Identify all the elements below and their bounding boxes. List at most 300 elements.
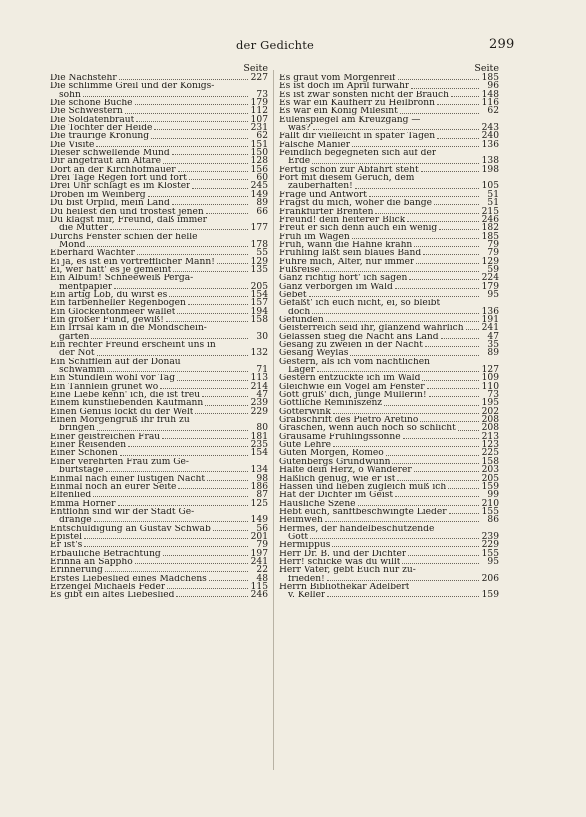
entry-title: Gelassen stieg die Nacht ans Land — [279, 332, 439, 341]
entry-page-number: 89 — [487, 348, 499, 359]
dot-leader — [167, 585, 248, 589]
entry-page-number: 154 — [250, 289, 268, 300]
index-entry — [279, 274, 499, 282]
dot-leader — [423, 251, 479, 255]
entry-title: doch — [288, 307, 311, 316]
entry-title: Ganz verborgen im Wald — [279, 282, 393, 291]
index-entry — [50, 466, 268, 474]
entry-page-number: 154 — [250, 448, 268, 459]
entry-page-number: 107 — [250, 114, 268, 125]
entry-page-number: 113 — [250, 373, 268, 384]
entry-title: Feindlich begegneten sich auf der — [279, 149, 437, 158]
entry-page-number: 136 — [481, 306, 499, 317]
index-entry — [50, 508, 268, 516]
entry-title: Einmal noch an eurer Seite — [50, 482, 177, 492]
dot-leader — [397, 477, 479, 481]
index-entry — [50, 324, 268, 332]
index-entry — [50, 591, 268, 599]
entry-title: Ein farbenheller Regenbogen — [50, 299, 186, 308]
entry-page-number: 155 — [481, 548, 499, 559]
dot-leader — [107, 368, 248, 372]
entry-title: Freund! dein heiterer Blick — [279, 215, 406, 225]
entry-title: Die schlimme Greil und der Königs- — [50, 82, 215, 91]
entry-page-number: 109 — [481, 373, 499, 384]
entry-title: Emma Horner — [50, 499, 116, 508]
entry-title: Ganz richtig hört' ich sagen — [279, 274, 408, 283]
entry-title: Häusliche Szene — [279, 499, 356, 508]
index-entry — [279, 591, 499, 599]
entry-page-number: 177 — [250, 223, 268, 234]
index-entry — [279, 466, 499, 474]
index-entry — [50, 583, 268, 591]
entry-title: Führe mich, Alter, nur immer — [279, 257, 415, 266]
dot-leader — [448, 485, 479, 489]
index-entry — [279, 199, 499, 207]
entry-title: Gesang zu zweien in der Nacht — [279, 341, 423, 350]
entry-page-number: 208 — [481, 423, 499, 434]
entry-title: Die Visite — [50, 140, 95, 150]
dot-leader — [414, 468, 479, 472]
entry-title: Gesang Weylas — [279, 349, 349, 358]
index-entry — [50, 99, 268, 107]
entry-title: Die Schwestern — [50, 107, 123, 116]
index-entry — [50, 383, 268, 391]
index-entry — [279, 533, 499, 541]
dot-leader — [352, 143, 479, 147]
index-entry — [50, 182, 268, 190]
column-header-seite: Seite — [474, 63, 499, 74]
index-entry — [279, 91, 499, 99]
index-entry — [279, 166, 499, 174]
entry-page-number: 210 — [481, 498, 499, 509]
dot-leader — [91, 335, 248, 339]
entry-title: Götterwink — [279, 407, 331, 417]
dot-leader — [169, 293, 248, 297]
entry-title: Es war ein König Milesint — [279, 107, 398, 116]
index-entry — [279, 424, 499, 432]
entry-title: Die Nächstehr — [50, 74, 117, 83]
index-entry — [279, 283, 499, 291]
entry-title: Gott grüß' dich, junge Müllerin! — [279, 391, 427, 400]
entry-page-number: 51 — [487, 198, 499, 209]
index-entry — [50, 91, 268, 99]
entry-page-number: 95 — [487, 556, 499, 567]
index-entry — [279, 550, 499, 558]
entry-title: Ein großer Fund, gewiß! — [50, 315, 164, 325]
dot-leader — [160, 385, 248, 389]
entry-page-number: 206 — [481, 573, 499, 584]
entry-page-number: 195 — [481, 398, 499, 409]
dot-leader — [148, 193, 248, 197]
dot-leader — [395, 493, 479, 497]
entry-page-number: 182 — [481, 223, 499, 234]
dot-leader — [84, 543, 248, 547]
entry-title: Er ist's — [50, 541, 83, 550]
index-entry — [50, 299, 268, 307]
index-entry — [279, 266, 499, 274]
dot-leader — [151, 135, 248, 139]
dot-leader — [313, 126, 479, 130]
entry-page-number: 98 — [256, 473, 268, 484]
index-entry — [279, 358, 499, 366]
entry-page-number: 56 — [256, 523, 268, 534]
entry-title: Grabschrift des Pietro Aretino — [279, 416, 419, 425]
index-entry — [50, 258, 268, 266]
entry-title: sohn — [59, 90, 81, 100]
dot-leader — [327, 593, 479, 597]
entry-page-number: 198 — [481, 164, 499, 175]
entry-page-number: 62 — [256, 131, 268, 142]
index-entry — [279, 174, 499, 182]
entry-title: Herr! schicke was du willt — [279, 557, 401, 567]
index-entry — [50, 358, 268, 366]
entry-title: Eberhard Wächter — [50, 249, 135, 258]
index-entry — [279, 191, 499, 199]
index-entry — [279, 233, 499, 241]
dot-leader — [466, 326, 479, 330]
dot-leader — [96, 143, 248, 147]
entry-title: Entflohn sind wir der Stadt Ge- — [50, 507, 195, 517]
index-entry — [50, 283, 268, 291]
dot-leader — [128, 443, 248, 447]
dot-leader — [119, 76, 248, 80]
index-entry — [279, 299, 499, 307]
dot-leader — [310, 535, 479, 539]
entry-title: Es gibt ein altes Liebeslied — [50, 591, 175, 600]
index-entry — [279, 391, 499, 399]
index-entry — [50, 424, 268, 432]
dot-leader — [120, 452, 248, 456]
dot-leader — [420, 418, 479, 422]
index-entry — [50, 224, 268, 232]
entry-page-number: 243 — [481, 123, 499, 134]
entry-title: Dort an der Kirchhofmauer — [50, 165, 176, 175]
dot-leader — [414, 243, 479, 247]
entry-title: Fällt dir vielleicht in später Tagen — [279, 132, 436, 141]
entry-title: Drei Uhr schlägt es im Kloster — [50, 182, 191, 191]
dot-leader — [352, 235, 479, 239]
index-entry — [279, 324, 499, 332]
entry-page-number: 239 — [250, 398, 268, 409]
entry-title: Gestern entzückte ich im Wald — [279, 374, 421, 383]
entry-title: der Not — [59, 349, 95, 358]
dot-leader — [93, 493, 248, 497]
entry-page-number: 128 — [250, 156, 268, 167]
index-entry — [50, 575, 268, 583]
entry-page-number: 138 — [481, 156, 499, 167]
index-entry — [50, 550, 268, 558]
entry-title: Gott — [288, 532, 309, 542]
entry-title: Ein artig Lob, du wirst es — [50, 290, 168, 300]
index-entry — [279, 491, 499, 499]
dot-leader — [384, 402, 479, 406]
index-entry — [279, 149, 499, 157]
dot-leader — [97, 427, 248, 431]
dot-leader — [439, 226, 479, 230]
entry-title: bringen — [59, 424, 95, 433]
dot-leader — [409, 276, 479, 280]
index-entry — [50, 124, 268, 132]
index-entry — [279, 349, 499, 357]
entry-title: Ei, wer hätt' es je gemeint — [50, 265, 172, 275]
entry-page-number: 48 — [256, 573, 268, 584]
index-entry — [279, 374, 499, 382]
entry-page-number: 59 — [487, 264, 499, 275]
entry-title: Frage und Antwort — [279, 190, 367, 200]
entry-title: Einer Schönen — [50, 449, 118, 458]
entry-page-number: 66 — [256, 206, 268, 217]
entry-page-number: 215 — [481, 206, 499, 217]
index-entry — [50, 249, 268, 257]
entry-title: Lager — [288, 366, 316, 375]
dot-leader — [449, 510, 479, 514]
entry-page-number: 129 — [481, 256, 499, 267]
entry-title: Gräschen, wenn auch noch so schlicht — [279, 424, 456, 433]
dot-leader — [403, 435, 479, 439]
entry-page-number: 155 — [481, 506, 499, 517]
index-entry — [50, 191, 268, 199]
entry-page-number: 197 — [250, 548, 268, 559]
dot-leader — [309, 293, 479, 297]
entry-page-number: 96 — [487, 81, 499, 92]
entry-title: Ein rechter Freund erscheint uns in — [50, 341, 216, 350]
index-entry — [50, 166, 268, 174]
entry-page-number: 205 — [481, 473, 499, 484]
dot-leader — [106, 468, 248, 472]
index-entry — [50, 416, 268, 424]
column-divider — [273, 70, 274, 770]
entry-title: Erde — [288, 157, 311, 166]
entry-title: Entschuldigung an Gustav Schwab — [50, 524, 211, 533]
entry-title: Einen Morgengruß ihr früh zu — [50, 416, 190, 425]
index-list-left — [50, 74, 268, 600]
entry-page-number: 201 — [250, 531, 268, 542]
entry-page-number: 191 — [481, 314, 499, 325]
index-entry — [50, 82, 268, 90]
index-entry — [279, 525, 499, 533]
entry-title: Falsche Manier — [279, 140, 351, 150]
entry-title: Mond — [59, 240, 86, 250]
entry-page-number: 225 — [481, 448, 499, 459]
index-entry — [50, 491, 268, 499]
index-entry — [279, 399, 499, 407]
entry-title: burtstage — [59, 466, 104, 475]
entry-page-number: 179 — [250, 98, 268, 109]
dot-leader — [135, 101, 248, 105]
index-entry — [50, 333, 268, 341]
dot-leader — [94, 518, 248, 522]
entry-page-number: 73 — [256, 89, 268, 100]
entry-title: Herrn Bibliothekar Adelbert — [279, 582, 410, 592]
entry-title: Die traurige Krönung — [50, 132, 150, 141]
index-entry — [50, 374, 268, 382]
entry-page-number: 35 — [487, 340, 499, 350]
entry-page-number: 115 — [250, 581, 268, 592]
entry-title: Fußreise — [279, 265, 320, 275]
index-entry — [50, 433, 268, 441]
entry-page-number: 148 — [481, 89, 499, 100]
entry-page-number: 30 — [256, 331, 268, 342]
entry-title: Eine Liebe kenn' ich, die ist treu — [50, 391, 201, 400]
entry-title: Drei Tage Regen fort und fort — [50, 174, 187, 183]
entry-title: Frühling läßt sein blaues Band — [279, 249, 422, 258]
index-entry — [279, 258, 499, 266]
dot-leader — [327, 577, 479, 581]
entry-page-number: 71 — [256, 365, 268, 376]
entry-title: Die Tochter der Heide — [50, 124, 153, 133]
entry-page-number: 110 — [481, 381, 499, 392]
dot-leader — [188, 301, 248, 305]
index-entry — [50, 233, 268, 241]
entry-page-number: 105 — [481, 181, 499, 192]
entry-page-number: 95 — [487, 289, 499, 300]
entry-title: Elfenlied — [50, 491, 92, 500]
dot-leader — [458, 427, 479, 431]
dot-leader — [425, 343, 479, 347]
index-entry — [279, 291, 499, 299]
entry-page-number: 231 — [250, 123, 268, 134]
dot-leader — [402, 560, 479, 564]
index-entry — [50, 441, 268, 449]
dot-leader — [118, 502, 248, 506]
entry-page-number: 235 — [250, 440, 268, 451]
entry-title: Einen Genius lockt du der Welt — [50, 407, 194, 417]
index-entry — [50, 566, 268, 574]
entry-title: Göttliche Reminiszenz — [279, 399, 383, 408]
index-entry — [279, 333, 499, 341]
entry-page-number: 229 — [250, 406, 268, 417]
entry-page-number: 22 — [256, 565, 268, 576]
entry-title: Epistel — [50, 532, 82, 542]
entry-page-number: 194 — [250, 306, 268, 317]
entry-page-number: 149 — [250, 189, 268, 200]
entry-page-number: 178 — [250, 239, 268, 250]
entry-title: mentpapier — [59, 282, 113, 291]
entry-title: v. Keller — [288, 591, 326, 600]
entry-page-number: 125 — [250, 498, 268, 509]
dot-leader — [333, 410, 479, 414]
entry-page-number: 208 — [481, 415, 499, 426]
entry-title: Hat der Dichter im Geist — [279, 491, 394, 500]
dot-leader — [355, 185, 479, 189]
entry-page-number: 241 — [250, 556, 268, 567]
dot-leader — [427, 385, 479, 389]
entry-title: Grausame Frühlingssonne — [279, 432, 401, 442]
index-entry — [50, 458, 268, 466]
index-entry — [279, 124, 499, 132]
entry-title: Früh im Wagen — [279, 232, 350, 241]
entry-title: Gutenbergs Grundwunn — [279, 457, 391, 467]
dot-leader — [202, 393, 248, 397]
index-column-right — [279, 64, 499, 600]
dot-leader — [407, 218, 479, 222]
entry-page-number: 159 — [481, 590, 499, 601]
dot-leader — [437, 135, 479, 139]
entry-title: Dieser schwellende Mund — [50, 149, 170, 158]
dot-leader — [411, 85, 479, 89]
index-entry — [50, 541, 268, 549]
entry-title: Freut er sich denn auch ein wenig — [279, 224, 438, 233]
dot-leader — [375, 210, 479, 214]
entry-page-number: 240 — [481, 131, 499, 142]
column-header-seite: Seite — [243, 63, 268, 74]
index-entry — [279, 516, 499, 524]
dot-leader — [322, 268, 479, 272]
entry-title: Durchs Fenster schien der helle — [50, 232, 198, 241]
entry-page-number: 157 — [250, 298, 268, 309]
index-entry — [50, 157, 268, 165]
dot-leader — [178, 485, 248, 489]
index-entry — [279, 157, 499, 165]
dot-leader — [325, 518, 479, 522]
dot-leader — [317, 368, 479, 372]
dot-leader — [395, 285, 479, 289]
dot-leader — [358, 502, 479, 506]
entry-title: Ein Irrsal kam in die Mondschein- — [50, 324, 207, 333]
entry-page-number: 150 — [250, 148, 268, 159]
entry-page-number: 245 — [250, 181, 268, 192]
entry-title: Fertig schon zur Abfahrt steht — [279, 165, 419, 175]
index-entry — [50, 208, 268, 216]
entry-title: Guten Morgen, Romeo — [279, 449, 384, 458]
index-entry — [279, 583, 499, 591]
index-entry — [50, 241, 268, 249]
running-title: der Gedichte — [236, 38, 315, 52]
entry-page-number: 79 — [256, 540, 268, 551]
entry-page-number: 47 — [256, 390, 268, 401]
entry-page-number: 239 — [481, 531, 499, 542]
dot-leader — [137, 251, 248, 255]
entry-page-number: 214 — [250, 381, 268, 392]
entry-page-number: 129 — [250, 256, 268, 267]
entry-title: Droben im Weinberg — [50, 190, 146, 200]
entry-page-number: 205 — [250, 281, 268, 292]
dot-leader — [97, 352, 248, 356]
index-entry — [50, 216, 268, 224]
entry-title: Ein Schifflein auf der Donau — [50, 357, 181, 367]
index-entry — [279, 224, 499, 232]
entry-title: Halte dein Herz, o Wanderer — [279, 466, 412, 475]
index-entry — [279, 316, 499, 324]
dot-leader — [386, 452, 479, 456]
dot-leader — [209, 577, 248, 581]
entry-title: Herr Dr. B. und der Dichter — [279, 549, 407, 558]
index-entry — [50, 533, 268, 541]
entry-title: Einem kunstliebenden Kaufmann — [50, 399, 204, 408]
entry-page-number: 185 — [481, 73, 499, 83]
dot-leader — [136, 118, 248, 122]
entry-title: Gestern, als ich vom nächtlichen — [279, 357, 430, 367]
dot-leader — [189, 176, 248, 180]
dot-leader — [408, 552, 479, 556]
index-entry — [50, 199, 268, 207]
entry-title: Gleichwie ein Vogel am Fenster — [279, 382, 425, 392]
dot-leader — [192, 185, 248, 189]
entry-title: zauberhaften! — [288, 182, 353, 191]
entry-title: Hassen und lieben zugleich muß ich — [279, 482, 447, 492]
dot-leader — [163, 160, 248, 164]
dot-leader — [369, 193, 479, 197]
entry-page-number: 151 — [250, 139, 268, 150]
index-entry — [279, 408, 499, 416]
entry-page-number: 79 — [487, 248, 499, 259]
entry-title: Ein Glockentonmeer wallet — [50, 307, 176, 316]
entry-title: Ei ja, es ist ein vortrefflicher Mann! — [50, 257, 215, 266]
index-entry — [50, 349, 268, 357]
page-number: 299 — [489, 37, 515, 52]
entry-title: was? — [288, 124, 311, 133]
dot-leader — [213, 527, 248, 531]
